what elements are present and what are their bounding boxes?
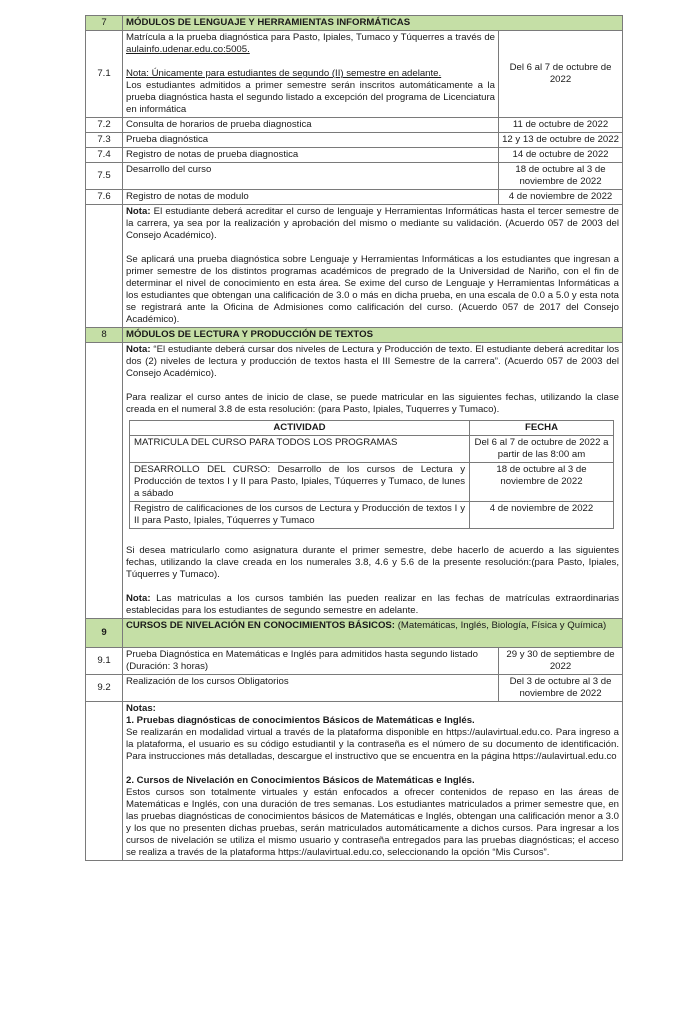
aulainfo-link[interactable]: aulainfo.udenar.edu.co:5005. [126,44,250,55]
table-row [86,163,623,190]
row-number: 9.2 [86,675,123,702]
section-title: MÓDULOS DE LECTURA Y PRODUCCIÓN DE TEXTOS [123,328,623,343]
table-row: DESARROLLO DEL CURSO: Desarrollo de los cursos de Lectura y Producción de textos I y II para Pasto, Ipiales, Túquerres y Tumaco, de lunes a sábado 18 de octubre al 3 de noviembre de 2022 [130,463,614,502]
section-7-notes: Nota: El estudiante deberá acreditar el curso de lenguaje y Herramientas Informáticas hasta el tercer semestre de la carrera, ya sea por la realización y aprobación del mismo o mediante su validación. (Acuerdo 057 de 2003 del Consejo Académico). Se aplicará una prueba diagnóstica sobre Lenguaje y Herramientas Informáticas a los estudiantes que ingresan a primer semestre de los distintos programas académicos de pregrado de la Universidad de Nariño, con el fin de determinar el nivel de conocimiento en esta área. Se exime del curso de Lenguaje y Herramientas Informáticas a los estudiantes que obtengan una calificación de 3.0 o más en dicha prueba, en una escala de 0.0 a 5.0 y esta nota se registrará ante la Oficina de Admisiones como calificación del curso. (Acuerdo 057 de 2017 del Consejo Académico). [86,205,623,328]
section-8-header [86,328,623,343]
section-7-header [86,16,623,31]
row-date: Del 6 al 7 de octubre de 2022 [499,31,623,118]
row-number: 7.4 [86,148,123,163]
section-9-header [86,619,623,648]
row-activity: Registro de notas de modulo [123,190,499,205]
row-date: Del 3 de octubre al 3 de noviembre de 2022 [499,675,623,702]
row-date: 12 y 13 de octubre de 2022 [499,133,623,148]
table-row [86,148,623,163]
activity-table-header: ACTIVIDAD FECHA [130,421,614,436]
section-number: 9 [86,619,123,648]
row-number: 7.5 [86,163,123,190]
table-row [86,133,623,148]
row-activity: Matrícula a la prueba diagnóstica para Pasto, Ipiales, Tumaco y Túquerres a través de aulainfo.udenar.edu.co:5005. Nota: Únicamente para estudiantes de segundo (II) semestre en adelante. Los estudiantes admitidos a primer semestre serán inscritos automáticamente a la prueba diagnóstica hasta el segundo listado a excepción del programa de Licenciatura en informática [123,31,499,118]
row-number: 7.2 [86,118,123,133]
activity-table [129,420,614,529]
notes-label: Notas: [126,703,156,714]
row-activity: Desarrollo del curso [123,163,499,190]
note-2-title: 2. Cursos de Nivelación en Conocimientos Básicos de Matemáticas e Inglés. [126,775,475,786]
row-note: Nota: Únicamente para estudiantes de segundo (II) semestre en adelante. [126,68,442,79]
section-8-body: Nota: “El estudiante deberá cursar dos niveles de Lectura y Producción de texto. El estudiante deberá acreditar los dos (2) niveles de lectura y producción de textos hasta el III Semestre de la carrera”. (Acuerdo 057 de 2003 del Consejo Académico). Para realizar el curso antes de inicio de clase, se puede matricular en las siguientes fechas, utilizando la clase creada en el numeral 3.8 de esta resolución: (para Pasto, Ipiales, Tuquerres y Tumaco). ACTIVIDAD FECHA MATRICULA DEL CURSO PARA TODOS LOS PROGRAMAS Del 6 al 7 de octubre de 2022 a partir de las 8:00 am DESARROLLO DEL CURSO: Desarrollo de los cursos de Lectura y Producción de textos I y II para Pasto, Ipiales, Túquerres y Tumaco, de lunes a sábado 18 de octubre al 3 de noviembre de 2022 Registro de calificaciones de los cursos de Lectura y Producción de textos I y II para Pasto, Ipiales, Túquerres y Tumaco 4 de noviembre de 2022 Si desea matricularlo como asignatura durante el primer semestre, debe hacerlo de acuerdo a las siguientes fechas, utilizando la clave creada en los numerales 3.8, 4.6 y 5.6 de la presente resolución:(para Pasto, Ipiales, Túquerres y Tumaco). Nota: Las matriculas a los cursos también las pueden realizar en las fechas de matrículas extraordinarias establecidas para los estudiantes de segundo semestre en adelante. [86,343,623,619]
row-number: 7.3 [86,133,123,148]
table-row: Registro de calificaciones de los cursos de Lectura y Producción de textos I y II para Pasto, Ipiales, Túquerres y Tumaco 4 de noviembre de 2022 [130,502,614,529]
row-date: 18 de octubre al 3 de noviembre de 2022 [499,163,623,190]
row-number: 9.1 [86,648,123,675]
row-activity: Realización de los cursos Obligatorios [123,675,499,702]
row-number: 7.6 [86,190,123,205]
row-activity: Registro de notas de prueba diagnostica [123,148,499,163]
table-row [86,31,623,118]
row-activity: Prueba diagnóstica [123,133,499,148]
table-row [86,190,623,205]
section-9-notes: Notas: 1. Pruebas diagnósticas de conocimientos Básicos de Matemáticas e Inglés. Se realizarán en modalidad virtual a través de la plataforma disponible en https://aulavirtual.edu.co. Para ingreso a la plataforma, el usuario es su código estudiantil y la contraseña es el número de su documento de identificación. Para instrucciones más detalladas, descargue el instructivo que se encuentra en la página https://aulavirtual.edu.co 2. Cursos de Nivelación en Conocimientos Básicos de Matemáticas e Inglés. Estos cursos son totalmente virtuales y están enfocados a ofrecer contenidos de repaso en las áreas de Matemáticas e Inglés, con una duración de tres semanas. Los estudiantes matriculados a primer semestre que, en las pruebas diagnósticas de conocimientos básicos de Matemáticas e Inglés, obtengan una calificación menor a 3.0 y los que no presenten dichas pruebas, serán matriculados automáticamente a dichos cursos. Para ingresar a los cursos de nivelación se utiliza el mismo usuario y contraseña entregados para las pruebas diagnósticas; el acceso se realiza a través de la plataforma https://aulavirtual.edu.co, seleccionando la opción “Mis Cursos”. [86,702,623,861]
row-date: 11 de octubre de 2022 [499,118,623,133]
section-number: 8 [86,328,123,343]
note-label: Nota: [126,206,151,217]
row-number: 7.1 [86,31,123,118]
table-row [86,118,623,133]
section-title: CURSOS DE NIVELACIÓN EN CONOCIMIENTOS BÁSICOS: (Matemáticas, Inglés, Biología, Física y Química) [123,619,623,648]
table-row [86,675,623,702]
section-number: 7 [86,16,123,31]
row-activity: Prueba Diagnóstica en Matemáticas e Inglés para admitidos hasta segundo listado (Duración: 3 horas) [123,648,499,675]
note-label: Nota: [126,593,151,604]
note-label: Nota: [126,344,151,355]
row-activity: Consulta de horarios de prueba diagnostica [123,118,499,133]
row-date: 4 de noviembre de 2022 [499,190,623,205]
document-page [85,15,622,861]
note-1-title: 1. Pruebas diagnósticas de conocimientos Básicos de Matemáticas e Inglés. [126,715,475,726]
table-row [86,648,623,675]
row-date: 29 y 30 de septiembre de 2022 [499,648,623,675]
schedule-table [85,15,623,861]
section-title: MÓDULOS DE LENGUAJE Y HERRAMIENTAS INFORMÁTICAS [123,16,623,31]
table-row: MATRICULA DEL CURSO PARA TODOS LOS PROGRAMAS Del 6 al 7 de octubre de 2022 a partir de las 8:00 am [130,436,614,463]
row-date: 14 de octubre de 2022 [499,148,623,163]
